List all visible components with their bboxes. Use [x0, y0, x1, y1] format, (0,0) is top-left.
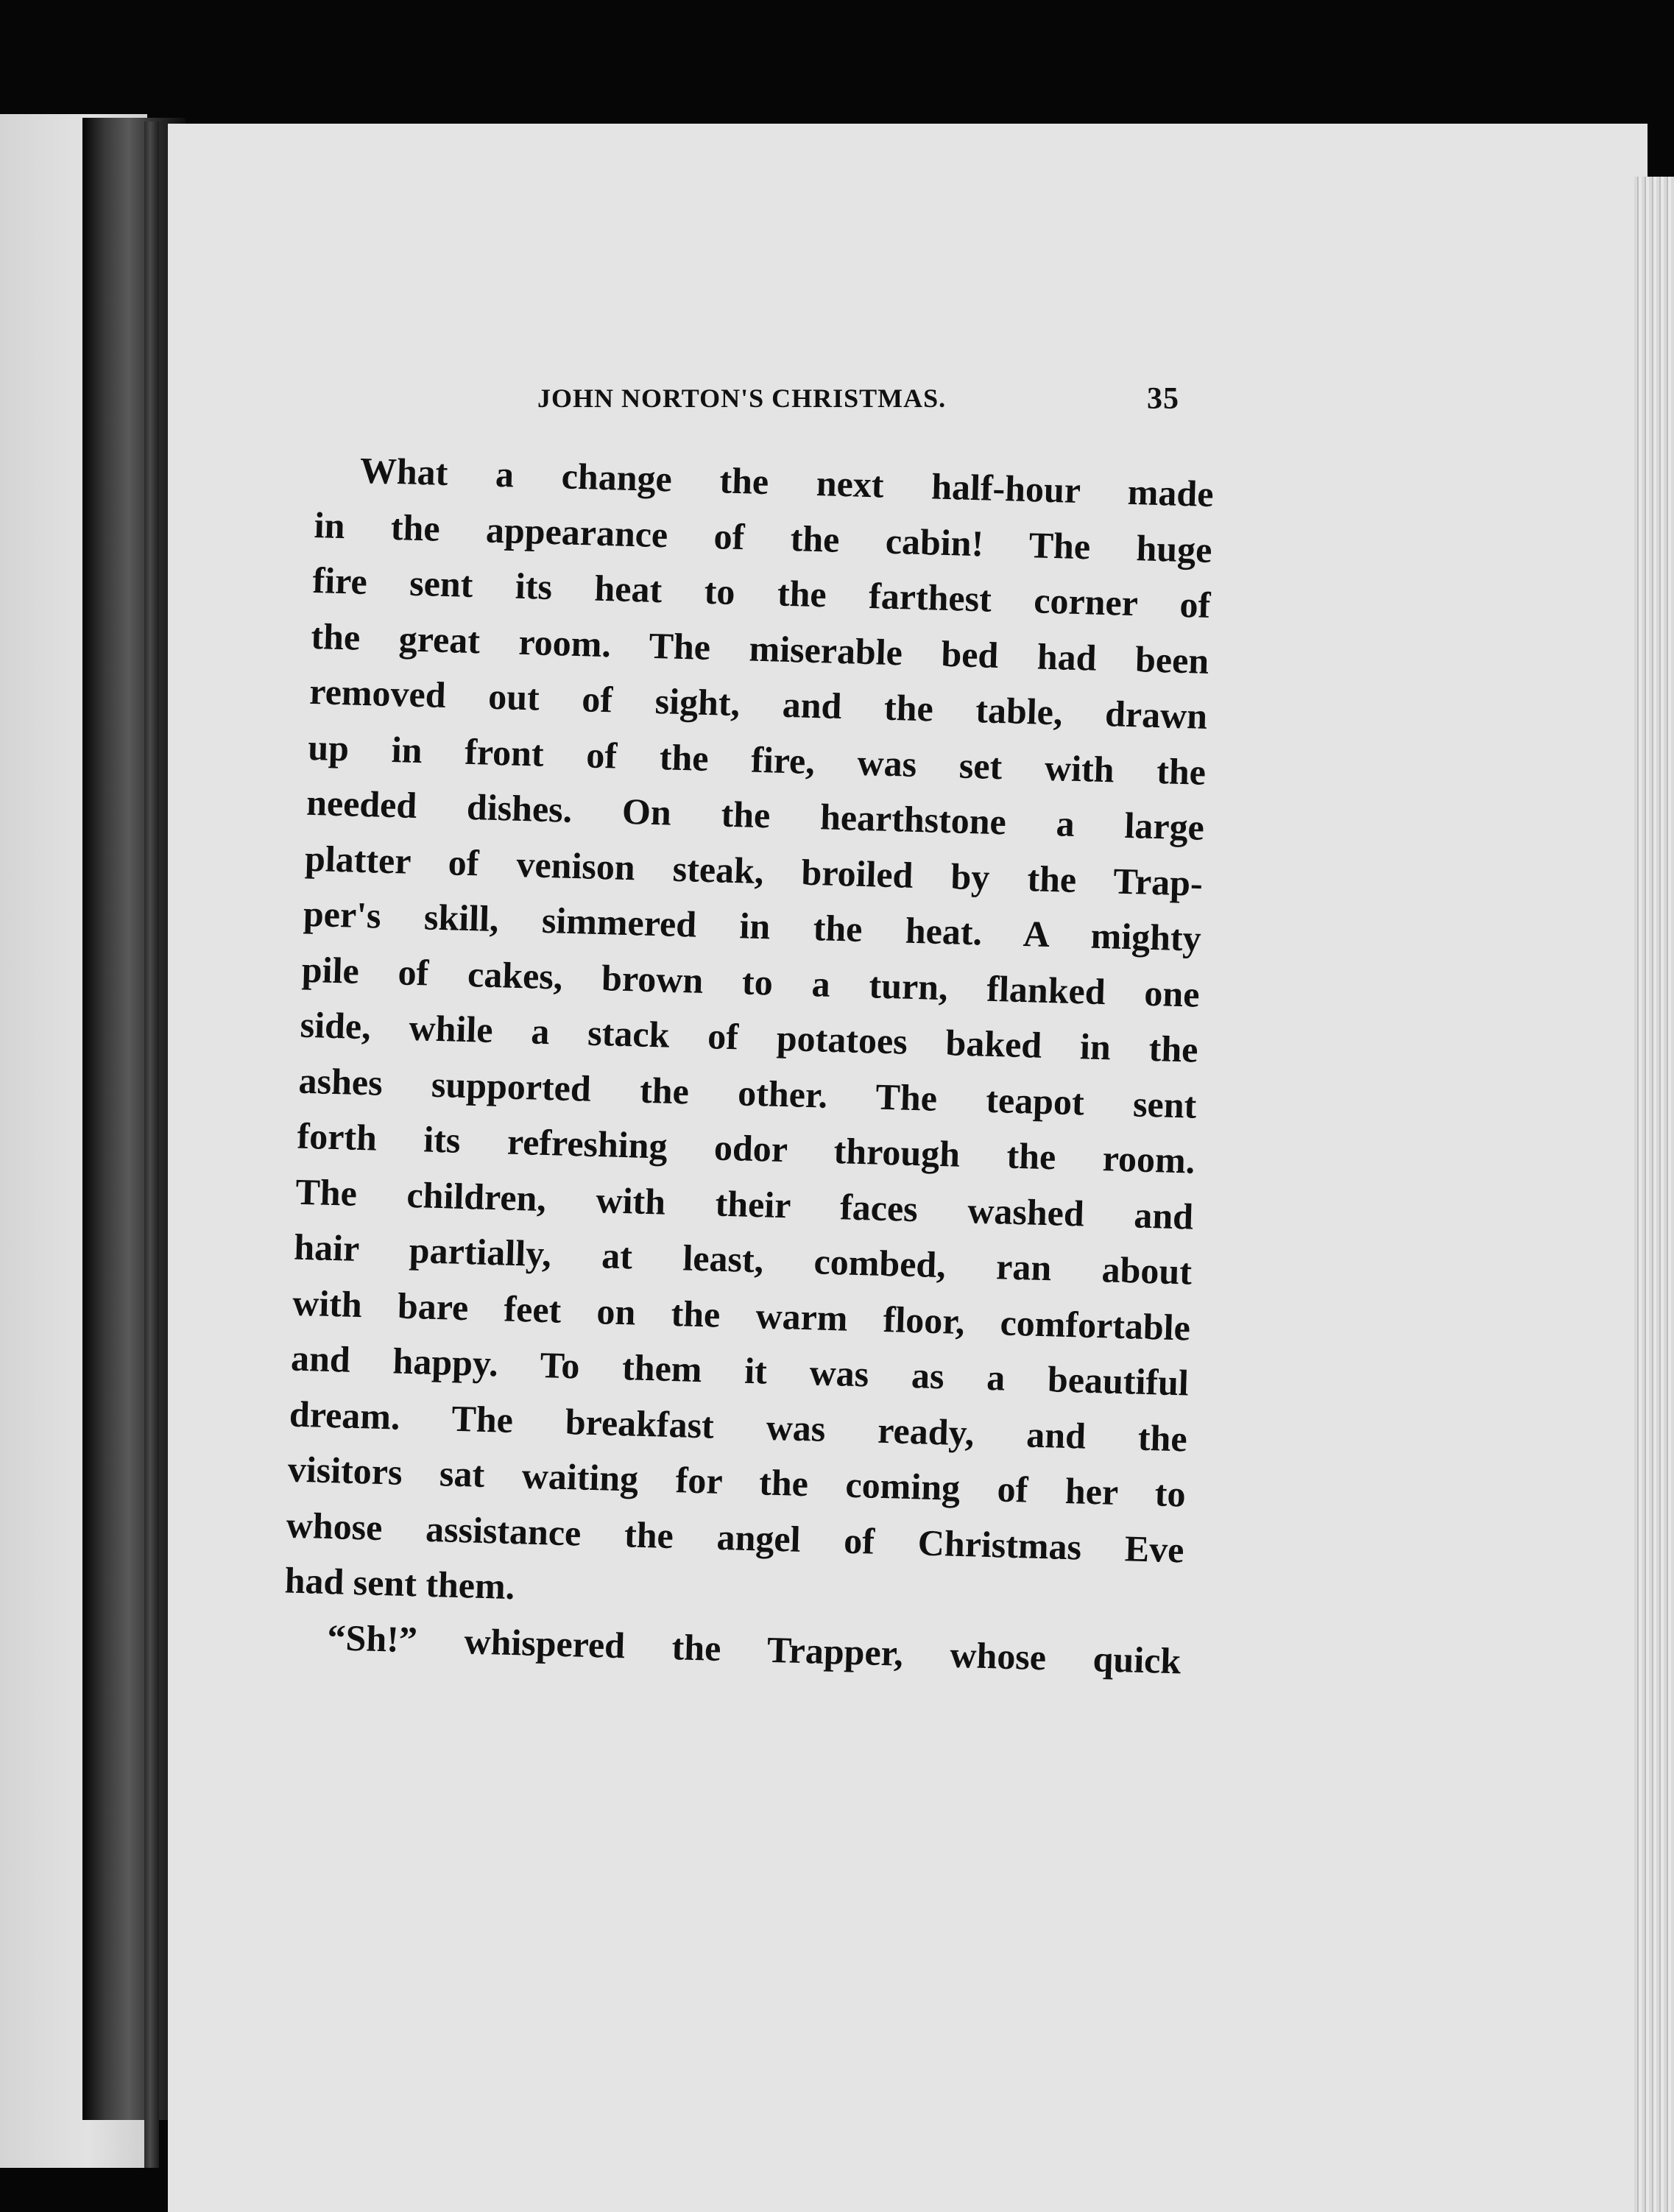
- text-line: had sent them.: [284, 1559, 515, 1608]
- running-head-title: JOHN NORTON'S CHRISTMAS.: [537, 384, 947, 413]
- text-line: the great room. The miserable bed had been: [310, 615, 1209, 682]
- body-text: [283, 442, 1215, 1689]
- running-head: [537, 383, 1274, 427]
- text-line: fire sent its heat to the farthest corner of: [311, 559, 1212, 626]
- page-edges-right: [1634, 177, 1674, 2212]
- text-line: forth its refreshing odor through the room.: [296, 1114, 1196, 1181]
- text-line: pile of cakes, brown to a turn, flanked one: [301, 948, 1201, 1015]
- text-line: removed out of sight, and the table, drawn: [308, 670, 1208, 737]
- text-line: The children, with their faces washed and: [294, 1170, 1194, 1237]
- text-line: What a change the next half-hour made: [359, 449, 1215, 515]
- text-line: visitors sat waiting for the coming of her to: [287, 1448, 1187, 1515]
- text-line: in the appearance of the cabin! The huge: [314, 503, 1213, 570]
- text-line: side, while a stack of potatoes baked in the: [300, 1003, 1199, 1070]
- text-line: “Sh!” whispered the Trapper, whose quick: [326, 1616, 1182, 1681]
- spine-shadow: [144, 121, 159, 2168]
- text-line: hair partially, at least, combed, ran about: [293, 1226, 1193, 1293]
- page-content: [284, 353, 1222, 1681]
- text-line: with bare feet on the warm floor, comfortable: [292, 1282, 1191, 1349]
- text-line: whose assistance the angel of Christmas Eve: [286, 1503, 1185, 1570]
- text-line: per's skill, simmered in the heat. A mighty: [303, 892, 1202, 959]
- text-line: and happy. To them it was as a beautiful: [290, 1337, 1190, 1404]
- text-line: ashes supported the other. The teapot sent: [297, 1059, 1198, 1126]
- text-line: needed dishes. On the hearthstone a large: [306, 781, 1205, 848]
- text-line: up in front of the fire, was set with the: [307, 726, 1207, 793]
- text-line: dream. The breakfast was ready, and the: [289, 1392, 1188, 1460]
- text-line: platter of venison steak, broiled by the Trap-: [304, 837, 1204, 904]
- page-number: 35: [1147, 382, 1179, 416]
